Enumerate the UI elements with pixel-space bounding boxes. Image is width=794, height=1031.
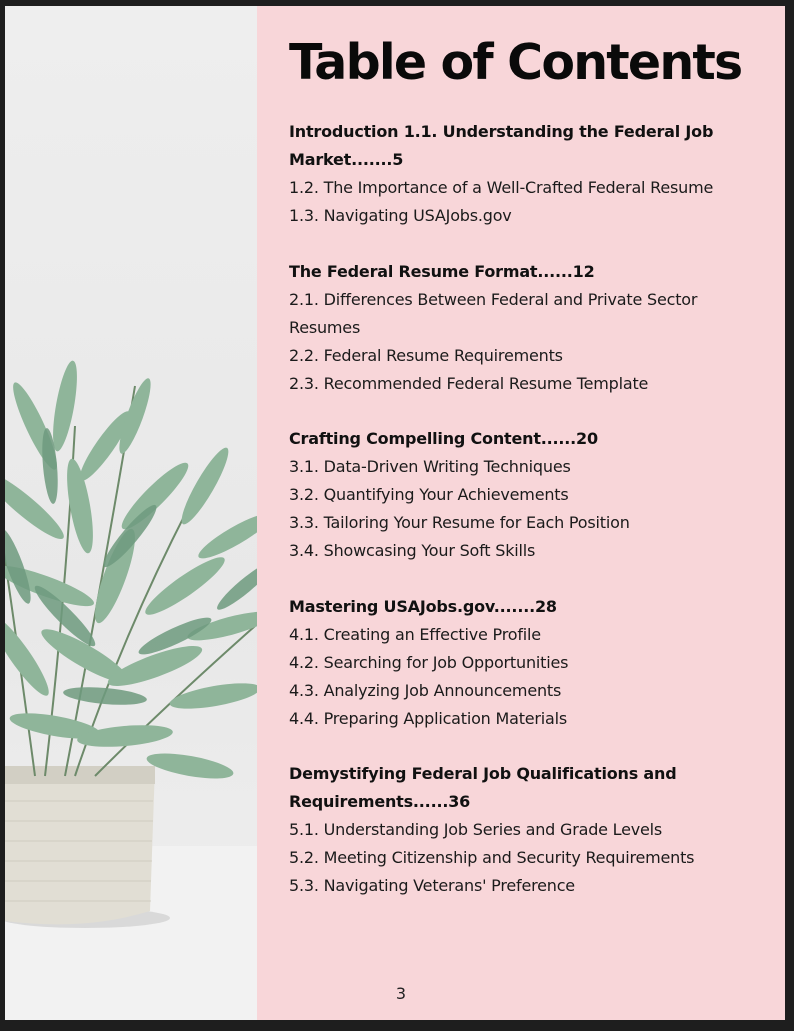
toc-item: 4.2. Searching for Job Opportunities	[289, 652, 569, 672]
toc-item: 3.4. Showcasing Your Soft Skills	[289, 541, 536, 561]
toc-item: 2.1. Differences Between Federal and Private Sector Resumes	[289, 289, 698, 337]
toc-section	[289, 760, 769, 900]
toc-item: 3.3. Tailoring Your Resume for Each Position	[289, 513, 630, 533]
toc-item: 3.1. Data-Driven Writing Techniques	[289, 457, 571, 477]
toc-item: 1.2. The Importance of a Well-Crafted Federal Resume	[289, 178, 714, 197]
toc-item: 4.3. Analyzing Job Announcements	[289, 680, 562, 700]
toc-item: 2.2. Federal Resume Requirements	[289, 345, 563, 365]
section-heading: The Federal Resume Format......12	[289, 261, 595, 281]
potted-plant-illustration	[5, 6, 257, 1020]
toc-item: 5.1. Understanding Job Series and Grade Levels	[289, 820, 663, 840]
toc-item: 3.2. Quantifying Your Achievements	[289, 485, 569, 505]
page-title: Table of Contents	[289, 34, 742, 91]
toc-list	[289, 118, 769, 928]
page-number: 3	[395, 984, 407, 1003]
toc-section	[289, 593, 769, 733]
toc-section	[289, 425, 769, 565]
toc-item: 5.2. Meeting Citizenship and Security Requirements	[289, 848, 695, 868]
toc-item: 2.3. Recommended Federal Resume Template	[289, 373, 649, 393]
section-heading: Mastering USAJobs.gov.......28	[289, 596, 557, 616]
section-heading: Crafting Compelling Content......20	[289, 429, 598, 449]
toc-item: 5.3. Navigating Veterans' Preference	[289, 876, 575, 896]
toc-item: 4.1. Creating an Effective Profile	[289, 624, 541, 644]
document-page	[5, 6, 785, 1020]
toc-item: 4.4. Preparing Application Materials	[289, 708, 568, 728]
toc-section	[289, 258, 769, 398]
toc-section	[289, 118, 769, 230]
section-heading: Demystifying Federal Job Qualifications and Requirements......36	[289, 764, 677, 812]
toc-item: 1.3. Navigating USAJobs.gov	[289, 206, 512, 225]
plant-photo	[5, 6, 257, 1020]
contents-panel	[257, 6, 785, 1020]
section-heading: Introduction 1.1. Understanding the Federal Job Market.......5	[289, 122, 714, 169]
